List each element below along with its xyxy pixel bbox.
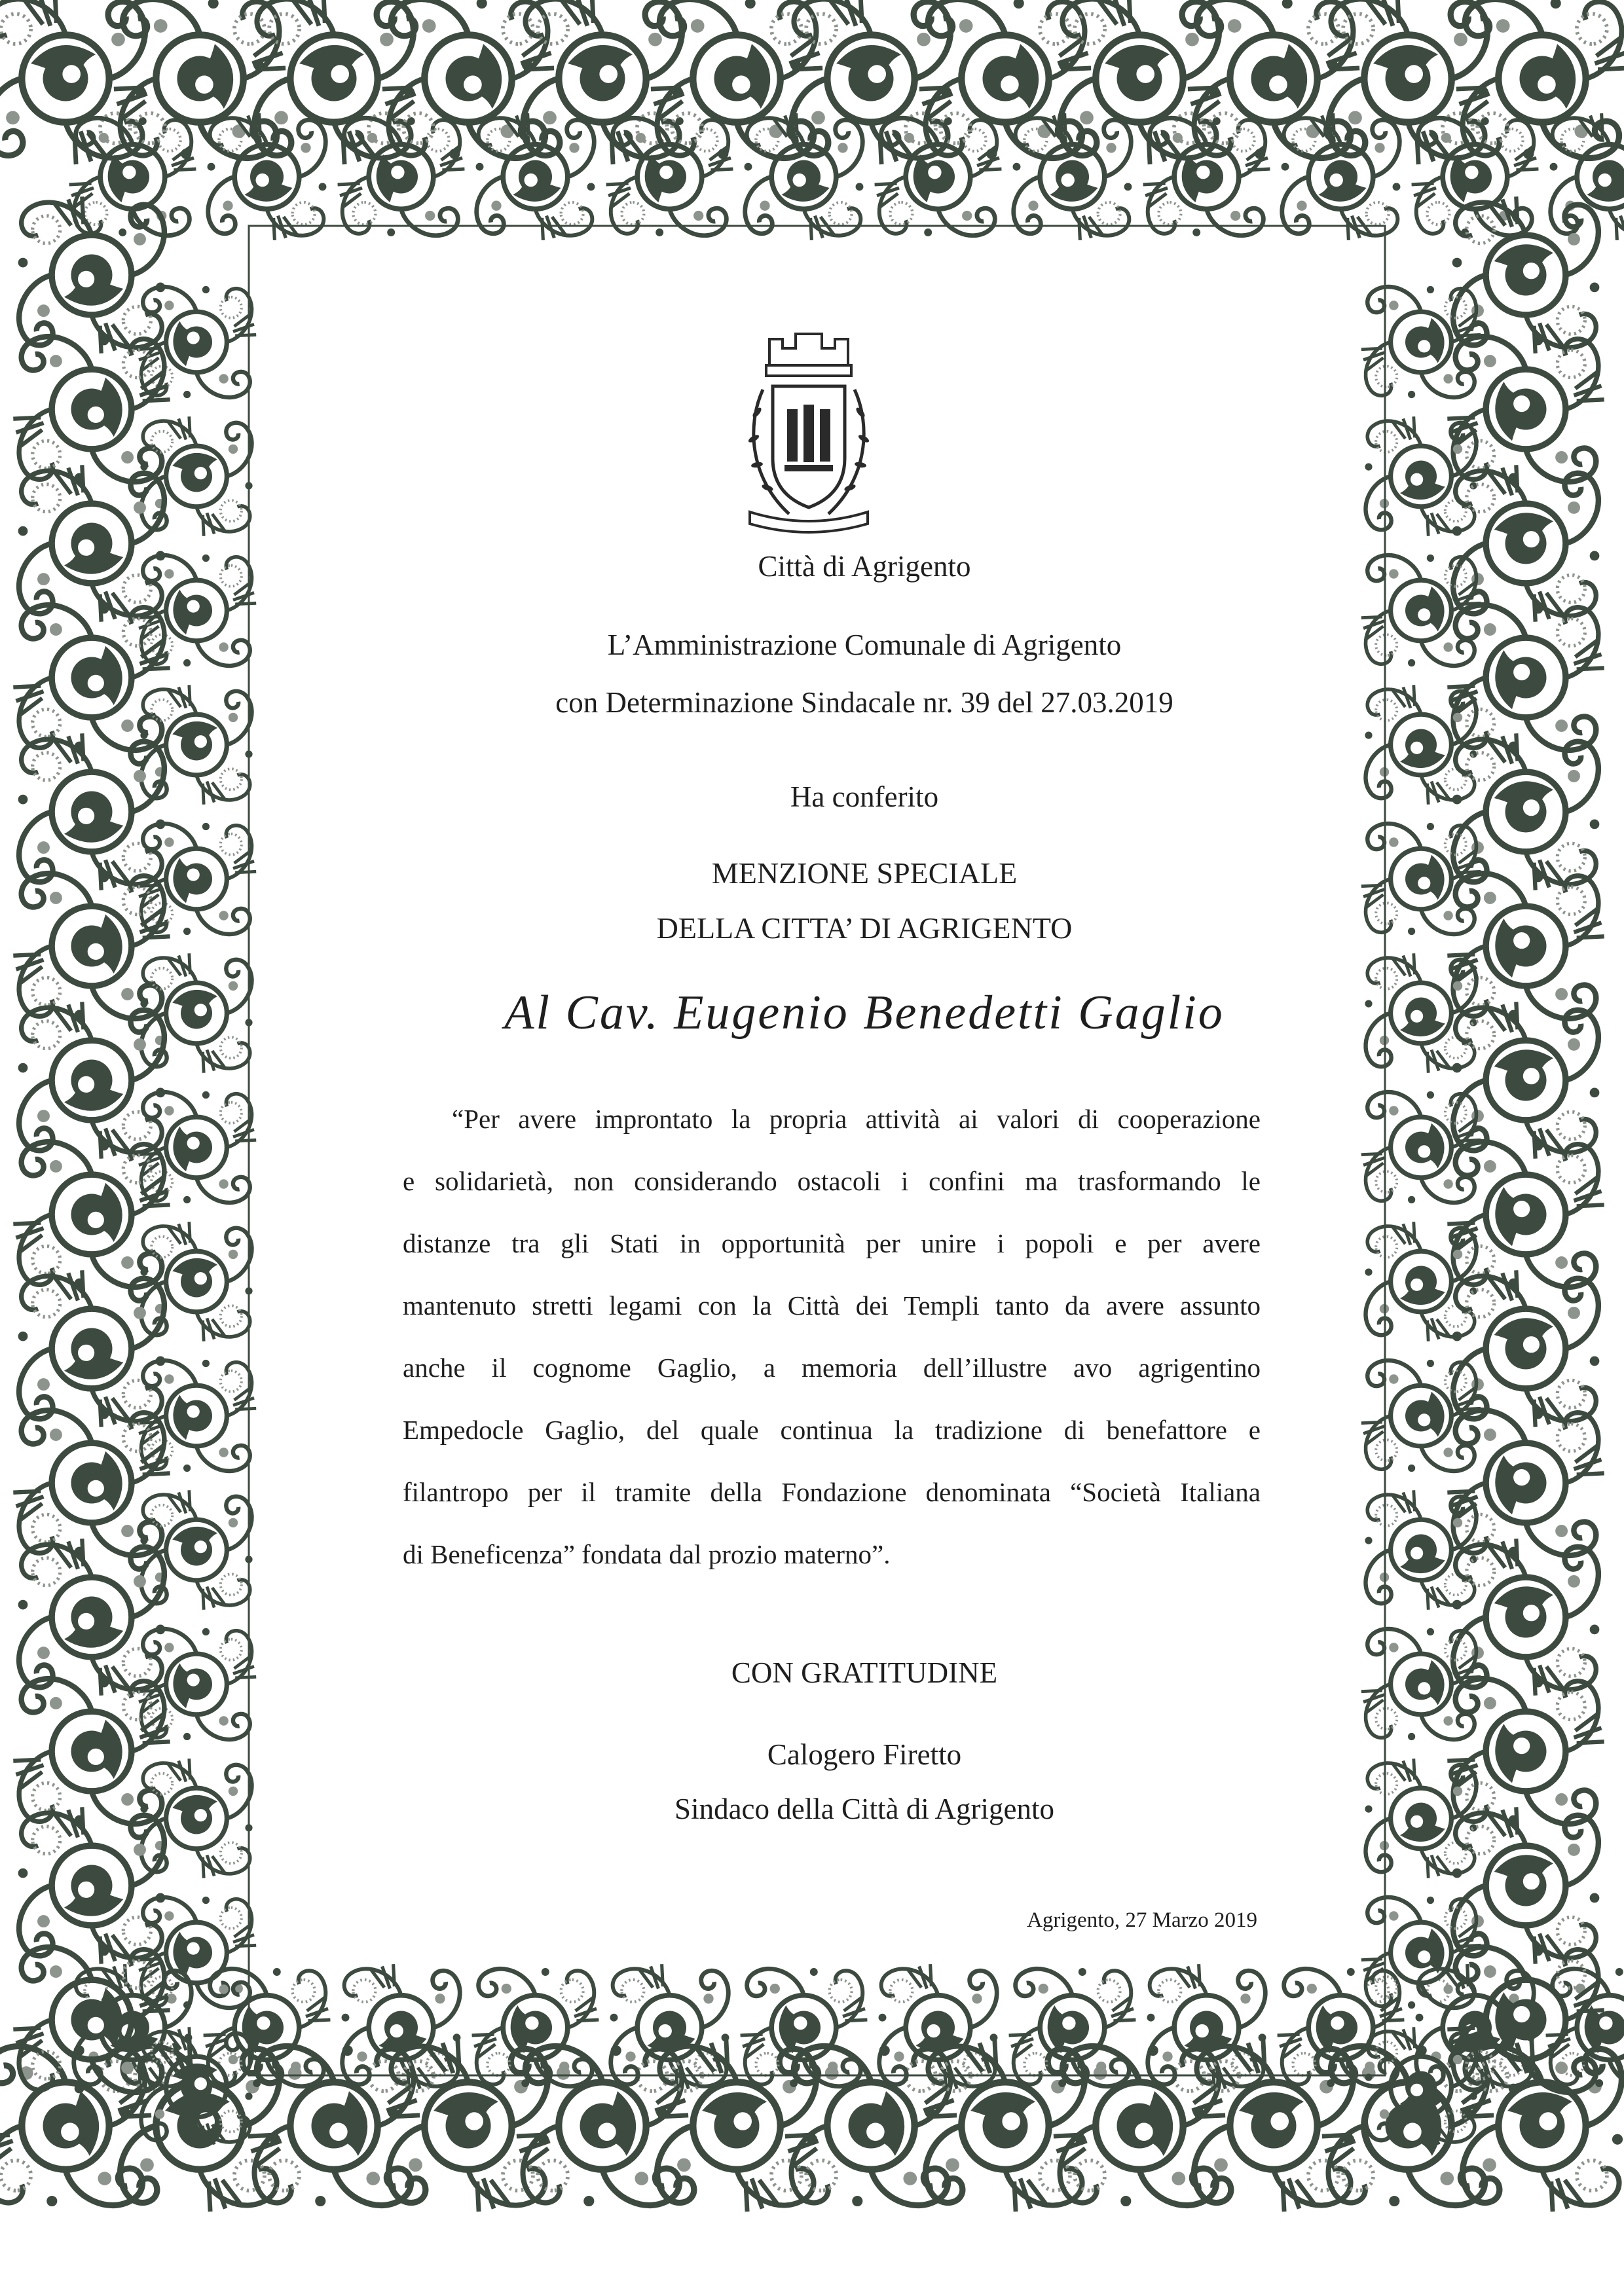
- ornament-tile: [18, 1539, 166, 1695]
- motivation-line: mantenuto stretti legami con la Città dei Templi tanto da avere assunto: [403, 1290, 1261, 1321]
- motivation-line: di Beneficenza” fondata dal prozio materno”.: [403, 1539, 891, 1569]
- administration-line: L’Amministrazione Comunale di Agrigento: [607, 629, 1122, 661]
- ornament-tile: [18, 1807, 166, 1963]
- motivation-line: Empedocle Gaglio, del quale continua la tradizione di benefattore e: [403, 1415, 1261, 1445]
- determination-line: con Determinazione Sindacale nr. 39 del 27.03.2019: [555, 686, 1173, 719]
- motivation-line: e solidarietà, non considerando ostacoli i confini ma trasformando le: [403, 1166, 1261, 1196]
- certificate-text: [367, 0, 1362, 2296]
- place-date: Agrigento, 27 Marzo 2019: [1027, 1908, 1257, 1932]
- ornament-tile: [18, 196, 166, 353]
- signer-title: Sindaco della Città di Agrigento: [674, 1793, 1054, 1825]
- motivation-line: anche il cognome Gaglio, a memoria dell’illustre avo agrigentino: [403, 1353, 1261, 1383]
- award-subtitle: DELLA CITTA’ DI AGRIGENTO: [656, 911, 1073, 945]
- ornament-tile: [18, 1002, 166, 1158]
- ornament-tile: [18, 465, 166, 621]
- ornament-tile: [18, 1270, 166, 1427]
- gratitude-line: CON GRATITUDINE: [731, 1656, 998, 1689]
- award-title: MENZIONE SPECIALE: [711, 856, 1018, 890]
- city-name: Città di Agrigento: [758, 550, 971, 583]
- ornament-tile: [208, 113, 327, 240]
- motivation-line: distanze tra gli Stati in opportunità per unire i popoli e per avere: [403, 1228, 1261, 1258]
- signer-name: Calogero Firetto: [767, 1738, 962, 1771]
- motivation-line: filantropo per il tramite della Fondazione denominata “Società Italiana: [403, 1477, 1261, 1507]
- conferred-line: Ha conferito: [790, 780, 939, 813]
- recipient-name: Al Cav. Eugenio Benedetti Gaglio: [504, 986, 1225, 1040]
- motivation-line: “Per avere improntato la propria attività ai valori di cooperazione: [452, 1104, 1261, 1134]
- ornament-tile: [18, 733, 166, 890]
